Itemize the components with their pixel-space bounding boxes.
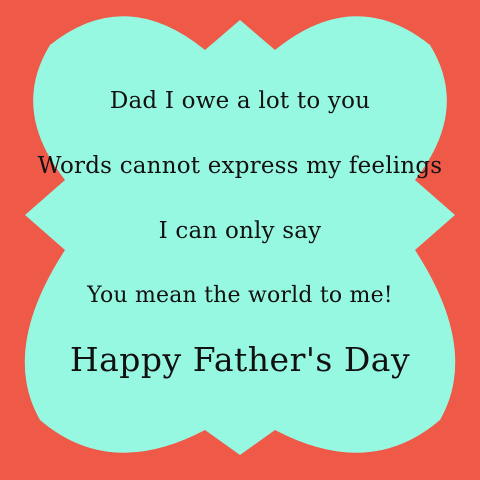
greeting-title: Happy Father's Day bbox=[69, 340, 411, 379]
poem-line-1: Dad I owe a lot to you bbox=[109, 88, 371, 114]
poem-line-2: Words cannot express my feelings bbox=[37, 153, 443, 179]
poem-line-4: You mean the world to me! bbox=[87, 283, 393, 308]
poem-line-3: I can only say bbox=[158, 218, 322, 244]
